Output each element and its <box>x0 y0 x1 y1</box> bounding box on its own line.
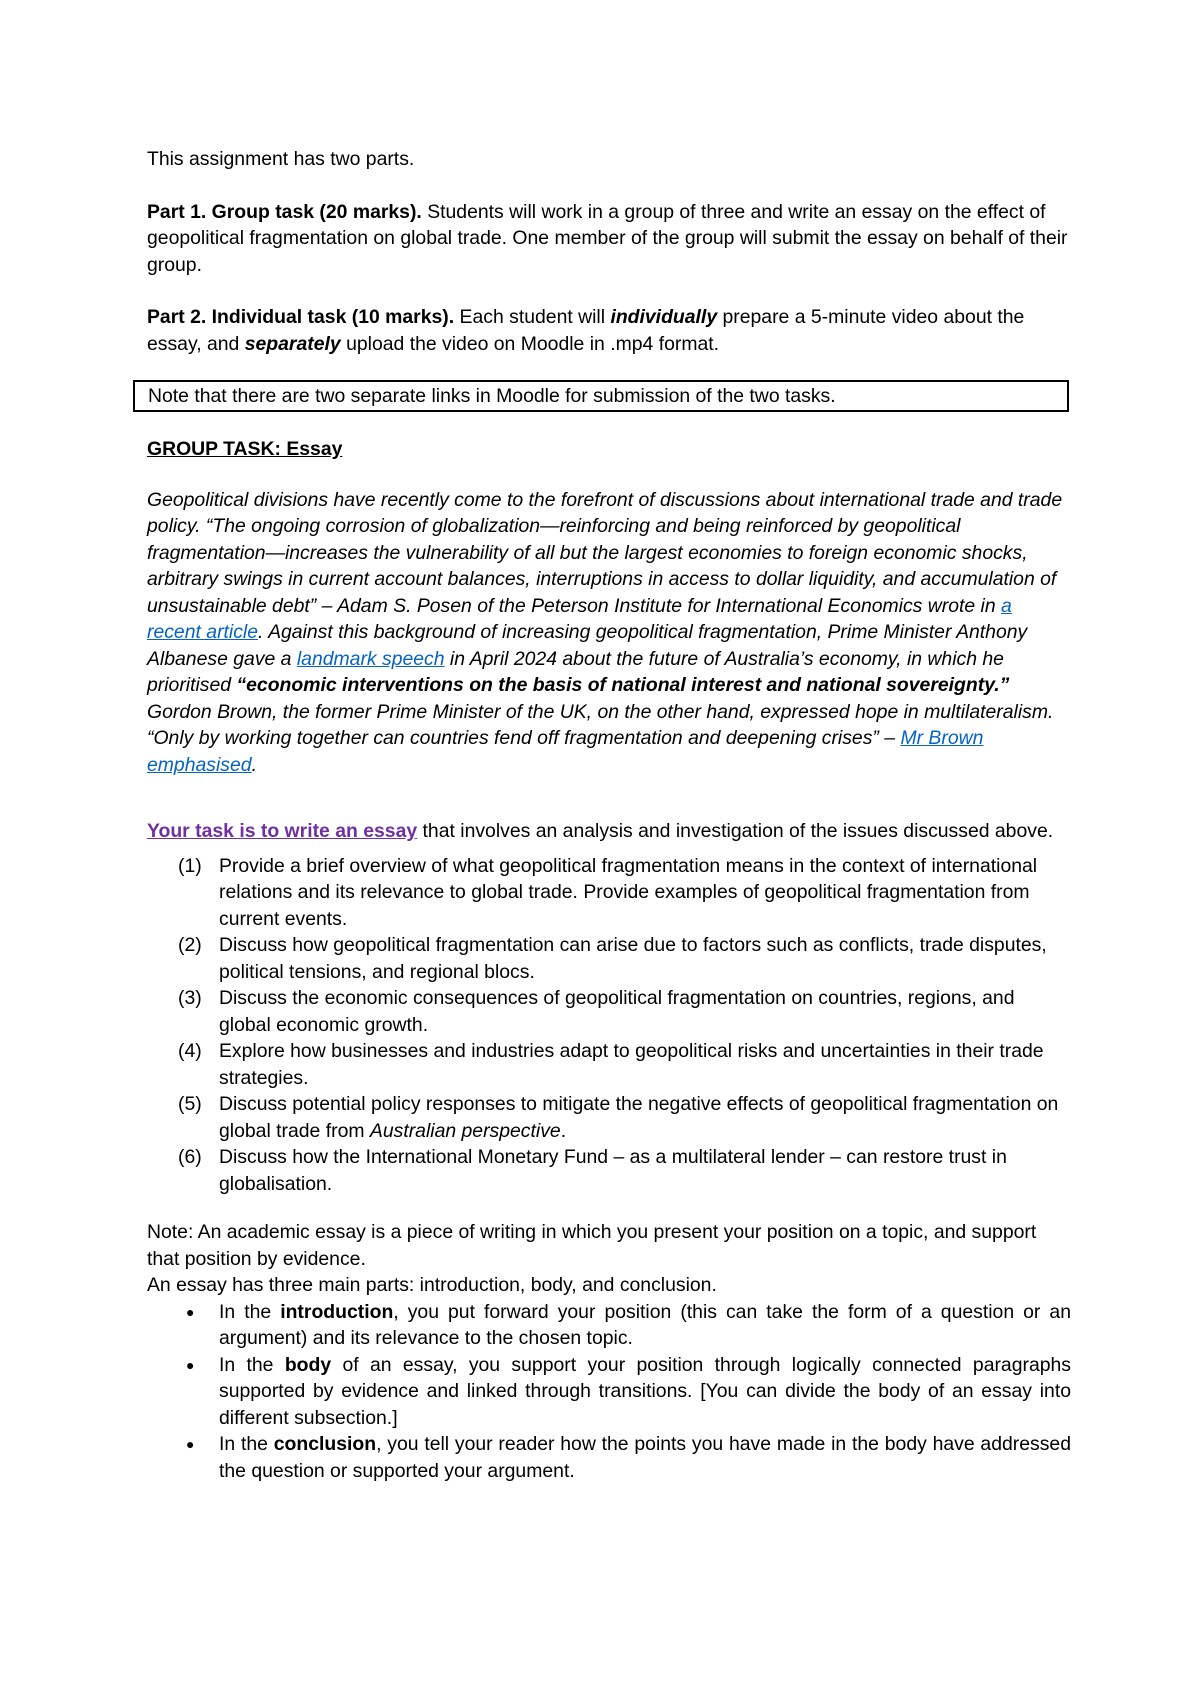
part1-paragraph <box>147 199 1071 279</box>
task-list <box>147 853 1071 1198</box>
part2-text-3: upload the video on Moodle in .mp4 format. <box>340 332 720 355</box>
quote-paragraph <box>147 487 1071 779</box>
part1-label: Part 1. Group task (20 marks). <box>147 200 422 223</box>
task-item-text: Provide a brief overview of what geopolitical fragmentation means in the context of international relations and its relevance to global trade. Provide examples of geopolitical fragmentation from current events. <box>219 854 1038 930</box>
task-item-1 <box>147 853 1071 933</box>
task-item-text: Discuss the economic consequences of geopolitical fragmentation on countries, regions, and global economic growth. <box>219 987 1015 1036</box>
quote-text-2: . Against this background of increasing geopolitical fragmentation, Prime Minister Anthony Albanese gave a <box>147 621 1028 670</box>
bullet-conclusion <box>147 1431 1071 1484</box>
bullet-bold-term: introduction <box>280 1300 394 1323</box>
quote-text-5: . <box>251 753 257 776</box>
document-body <box>147 146 1071 1484</box>
task-item-tail: . <box>560 1119 567 1142</box>
task-link[interactable]: Your task is to write an essay <box>147 820 418 842</box>
bullet-text-pre: In the <box>219 1433 274 1455</box>
part2-text-2: prepare a 5-minute video about the essay, and <box>147 306 1025 355</box>
task-item-number: (6) <box>178 1146 202 1168</box>
bullet-dot-icon: ● <box>186 1356 195 1373</box>
task-item-number: (5) <box>178 1093 202 1115</box>
bullet-text-pre: In the <box>219 1300 281 1323</box>
bullet-bold-term: conclusion <box>273 1433 377 1455</box>
task-item-5 <box>147 1091 1071 1144</box>
intro-text: This assignment has two parts. <box>147 148 415 170</box>
essay-note-paragraph: Note: An academic essay is a piece of writing in which you present your position on a topic, and support that position by evidence. <box>147 1221 1037 1270</box>
submission-note-box: Note that there are two separate links in Moodle for submission of the two tasks. <box>133 380 1069 412</box>
bullet-bold-term: body <box>284 1353 332 1376</box>
section-heading: GROUP TASK: Essay <box>147 438 343 460</box>
task-item-emphasis: Australian perspective <box>369 1119 561 1142</box>
quote-text-3: in April 2024 about the future of Australia’s economy, in which he prioritised <box>147 647 1004 696</box>
bullet-dot-icon: ● <box>186 1436 195 1452</box>
mr-brown-emphasised-link[interactable]: Mr Brown emphasised <box>147 727 984 776</box>
task-text: that involves an analysis and investigation of the issues discussed above. <box>417 820 1054 842</box>
bullet-text-post: of an essay, you support your position through logically connected paragraphs supported by evidence and linked through transitions. [You can divide the body of an essay into different subsection.] <box>219 1353 1072 1429</box>
task-item-6 <box>147 1144 1071 1197</box>
essay-parts-list <box>147 1299 1071 1485</box>
recent-article-link[interactable]: a recent article <box>147 594 1012 643</box>
task-item-number: (1) <box>178 854 202 877</box>
quote-text-4: Gordon Brown, the former Prime Minister of the UK, on the other hand, expressed hope in multilateralism. “Only by working together can countries fend off fragmentation and deepening crises” – <box>147 700 1054 749</box>
task-item-2 <box>147 932 1071 985</box>
landmark-speech-link[interactable]: landmark speech <box>296 647 445 670</box>
part2-paragraph <box>147 304 1071 357</box>
bullet-body <box>147 1352 1071 1432</box>
task-item-text: Discuss how geopolitical fragmentation can arise due to factors such as conflicts, trade disputes, political tensions, and regional blocs. <box>219 934 1047 983</box>
task-item-3 <box>147 985 1071 1038</box>
bullet-text-post: , you put forward your position (this can take the form of a question or an argument) and its relevance to the chosen topic. <box>219 1300 1071 1349</box>
task-item-text: Discuss how the International Monetary Fund – as a multilateral lender – can restore trust in globalisation. <box>219 1146 1007 1195</box>
task-item-text: Discuss potential policy responses to mitigate the negative effects of geopolitical fragmentation on global trade from <box>219 1093 1059 1142</box>
bullet-text-post: , you tell your reader how the points you have made in the body have addressed the question or supported your argument. <box>219 1433 1071 1482</box>
task-item-text: Explore how businesses and industries adapt to geopolitical risks and uncertainties in their trade strategies. <box>219 1040 1044 1089</box>
part1-text: Students will work in a group of three and write an essay on the effect of geopolitical fragmentation on global trade. One member of the group will submit the essay on behalf of their group. <box>147 200 1068 276</box>
bullet-dot-icon: ● <box>186 1303 195 1320</box>
task-item-number: (3) <box>178 987 202 1009</box>
task-item-number: (4) <box>178 1040 202 1062</box>
part2-label: Part 2. Individual task (10 marks). <box>147 306 455 328</box>
part2-text-1: Each student will <box>454 306 611 328</box>
bullet-introduction <box>147 1299 1071 1352</box>
task-item-4 <box>147 1038 1071 1091</box>
task-paragraph <box>147 818 1071 845</box>
bullet-text-pre: In the <box>219 1353 285 1376</box>
quote-bold-text: “economic interventions on the basis of national interest and national sovereignty.” <box>236 674 1010 696</box>
part2-emphasis-individually: individually <box>610 306 718 328</box>
quote-text-1: Geopolitical divisions have recently come to the forefront of discussions about international trade and trade policy. “The ongoing corrosion of globalization—reinforcing and being reinforced by geopolitical fragmentation—increases the vulnerability of all but the largest economies to foreign economic shocks, arbitrary swings in current account balances, interruptions in access to dollar liquidity, and accumulation of unsustainable debt” – Adam S. Posen of the Peterson Institute for International Economics wrote in <box>147 488 1063 617</box>
part2-emphasis-separately: separately <box>244 332 341 355</box>
essay-parts-paragraph: An essay has three main parts: introduction, body, and conclusion. <box>147 1274 717 1296</box>
task-item-number: (2) <box>178 934 202 956</box>
